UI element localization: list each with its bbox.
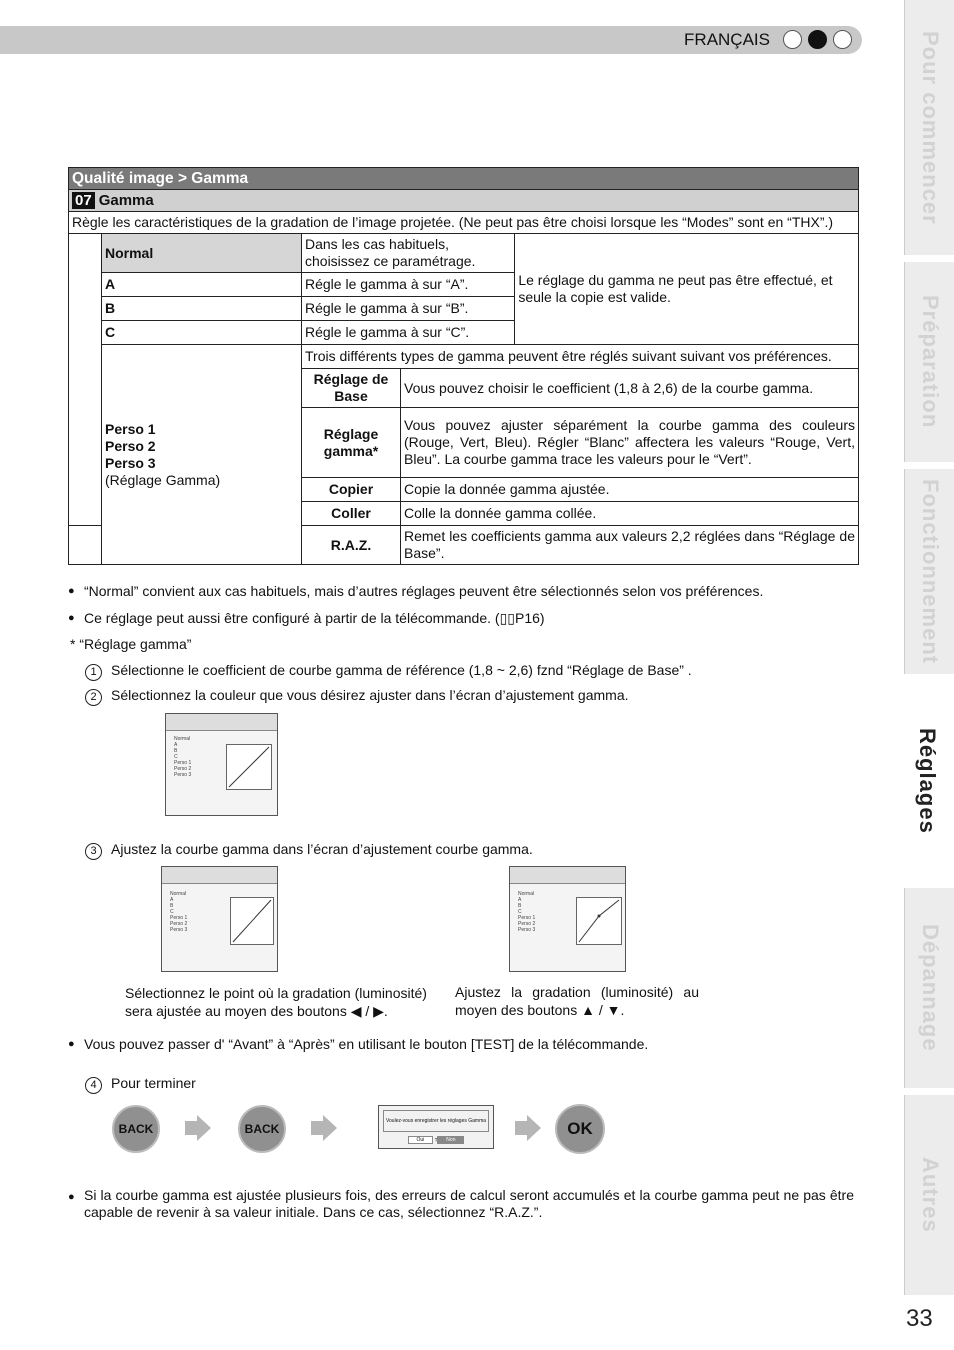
spacer-cell [69,234,102,526]
gamma-screen-3 [509,866,626,972]
item-heading [69,190,859,212]
arrow-icon [515,1121,527,1135]
note-abc: Le réglage du gamma ne peut pas être effectué, et seule la copie est valide. [515,234,859,345]
row-text: Régle le gamma à sur “A”. [302,273,515,297]
table-title: Qualité image > Gamma [69,168,859,190]
sub-text: Copie la donnée gamma ajustée. [401,478,859,502]
step-1: 1 Sélectionne le coefficient de courbe gamma de référence (1,8 ~ 2,6) fznd “Réglage de Base” . [85,662,692,681]
curve-line [227,745,271,789]
tab-autres[interactable]: Autres [904,1095,954,1295]
gamma-screen-2 [161,866,278,972]
back-button[interactable]: BACK [112,1105,160,1153]
note-bullet-2: ● Ce réglage peut aussi être configuré à partir de la télécommande. (▯▯P16) [84,610,545,627]
perso-intro: Trois différents types de gamma peuvent être réglés suivant suivant vos préférences. [302,345,859,369]
ok-button[interactable]: OK [555,1104,605,1154]
curve-line [231,898,273,944]
arrow-icon [197,1115,211,1141]
indicator-dot [783,30,802,49]
screen-toolbar [162,867,277,884]
item-number: 07 [72,192,95,209]
asterisk-note: * “Réglage gamma” [70,636,192,652]
dialog-no-button[interactable]: Non [437,1136,464,1144]
row-text: Régle le gamma à sur “C”. [302,321,515,345]
tab-depannage[interactable]: Dépannage [904,888,954,1088]
perso-note: (Réglage Gamma) [105,471,221,488]
step-2: 2 Sélectionnez la couleur que vous désirez ajuster dans l’écran d’ajustement gamma. [85,687,629,706]
sub-text: Remet les coefficients gamma aux valeurs 2,2 réglées dans “Réglage de Base”. [401,526,859,565]
indicator-dot-active [808,30,827,49]
language-label: FRANÇAIS [684,30,770,49]
caption-right: Ajustez la gradation (luminosité) au moyen des boutons ▲ / ▼. [455,984,699,1018]
row-label: Normal [102,234,302,273]
arrow-icon [323,1115,337,1141]
sub-text: Vous pouvez ajuster séparément la courbe gamma des couleurs (Rouge, Vert, Bleu). Régler “Blanc” affectera les valeurs “Rouge, Vert, Bleu”. La courbe gamma trace les valeurs pour le “Vert”. [401,408,859,478]
row-text: Régle le gamma à sur “B”. [302,297,515,321]
sub-text: Vous pouvez choisir le coefficient (1,8 à 2,6) de la courbe gamma. [401,369,859,408]
perso-2: Perso 2 [105,437,156,454]
back-button[interactable]: BACK [238,1105,286,1153]
item-description: Règle les caractéristiques de la gradation de l’image projetée. (Ne peut pas être choisi lorsque les “Modes” sont en “THX”.) [69,212,859,234]
note-bullet-3: ● Vous pouvez passer d' “Avant” à “Après” en utilisant le bouton [TEST] de la télécommande. [84,1036,648,1052]
gamma-curve [226,744,272,790]
step-3: 3 Ajustez la courbe gamma dans l’écran d’ajustement courbe gamma. [85,841,533,860]
arrow-icon [185,1121,197,1135]
tab-pour-commencer[interactable]: Pour commencer [904,0,954,255]
gamma-curve [576,897,622,945]
note-bullet-4: ● Si la courbe gamma est ajustée plusieurs fois, des erreurs de calcul seront accumulés et la courbe gamma peut ne pas être capable de revenir à sa valeur initiale. Dans ce cas, sélectionnez “R.A.Z.”. [84,1187,854,1221]
curve-line [577,898,621,944]
sub-label: R.A.Z. [302,526,401,565]
row-text: Dans les cas habituels, choisissez ce paramétrage. [302,234,515,273]
page-ref-icon: ▯▯ [499,610,515,626]
perso-1: Perso 1 [105,420,156,437]
page-number: 33 [906,1305,933,1332]
tab-fonctionnement[interactable]: Fonctionnement [904,469,954,674]
side-tabs [900,0,954,1350]
dialog-yes-button[interactable]: Oui [408,1136,434,1144]
row-label: A [102,273,302,297]
sub-text: Colle la donnée gamma collée. [401,502,859,526]
dialog-message: Voulez-vous enregistrer les réglages Gamma ? [383,1110,489,1132]
screen-menu: Normal A B C Perso 1 Perso 2 Perso 3 [170,891,188,933]
sub-label: Coller [302,502,401,526]
indicator-dot [833,30,852,49]
screen-menu: Normal A B C Perso 1 Perso 2 Perso 3 [518,891,536,933]
tab-reglages[interactable]: Réglages [900,681,954,881]
save-dialog [378,1105,494,1149]
row-label: B [102,297,302,321]
caption-left: Sélectionnez le point où la gradation (luminosité) sera ajustée au moyen des boutons ◀ / ▶. [125,985,427,1019]
step-4: 4 Pour terminer [85,1075,196,1094]
screen-menu: Normal A B C Perso 1 Perso 2 Perso 3 [174,736,192,778]
sub-label: Copier [302,478,401,502]
arrow-icon [527,1115,541,1141]
screen-toolbar [166,714,277,731]
header-bar [0,26,862,54]
sub-label: Réglage gamma* [302,408,401,478]
arrow-icon [311,1121,323,1135]
note-bullet-1: ● “Normal” convient aux cas habituels, mais d’autres réglages peuvent être sélectionnés selon vos préférences. [84,583,763,599]
screen-toolbar [510,867,625,884]
gamma-curve [230,897,274,945]
item-name: Gamma [98,192,154,209]
language-indicator [783,30,852,49]
row-label: C [102,321,302,345]
sub-label: Réglage de Base [302,369,401,408]
gamma-screen-1 [165,713,278,816]
perso-3: Perso 3 [105,454,156,471]
gamma-table [68,167,859,565]
tab-preparation[interactable]: Préparation [904,262,954,462]
perso-label [102,345,302,565]
